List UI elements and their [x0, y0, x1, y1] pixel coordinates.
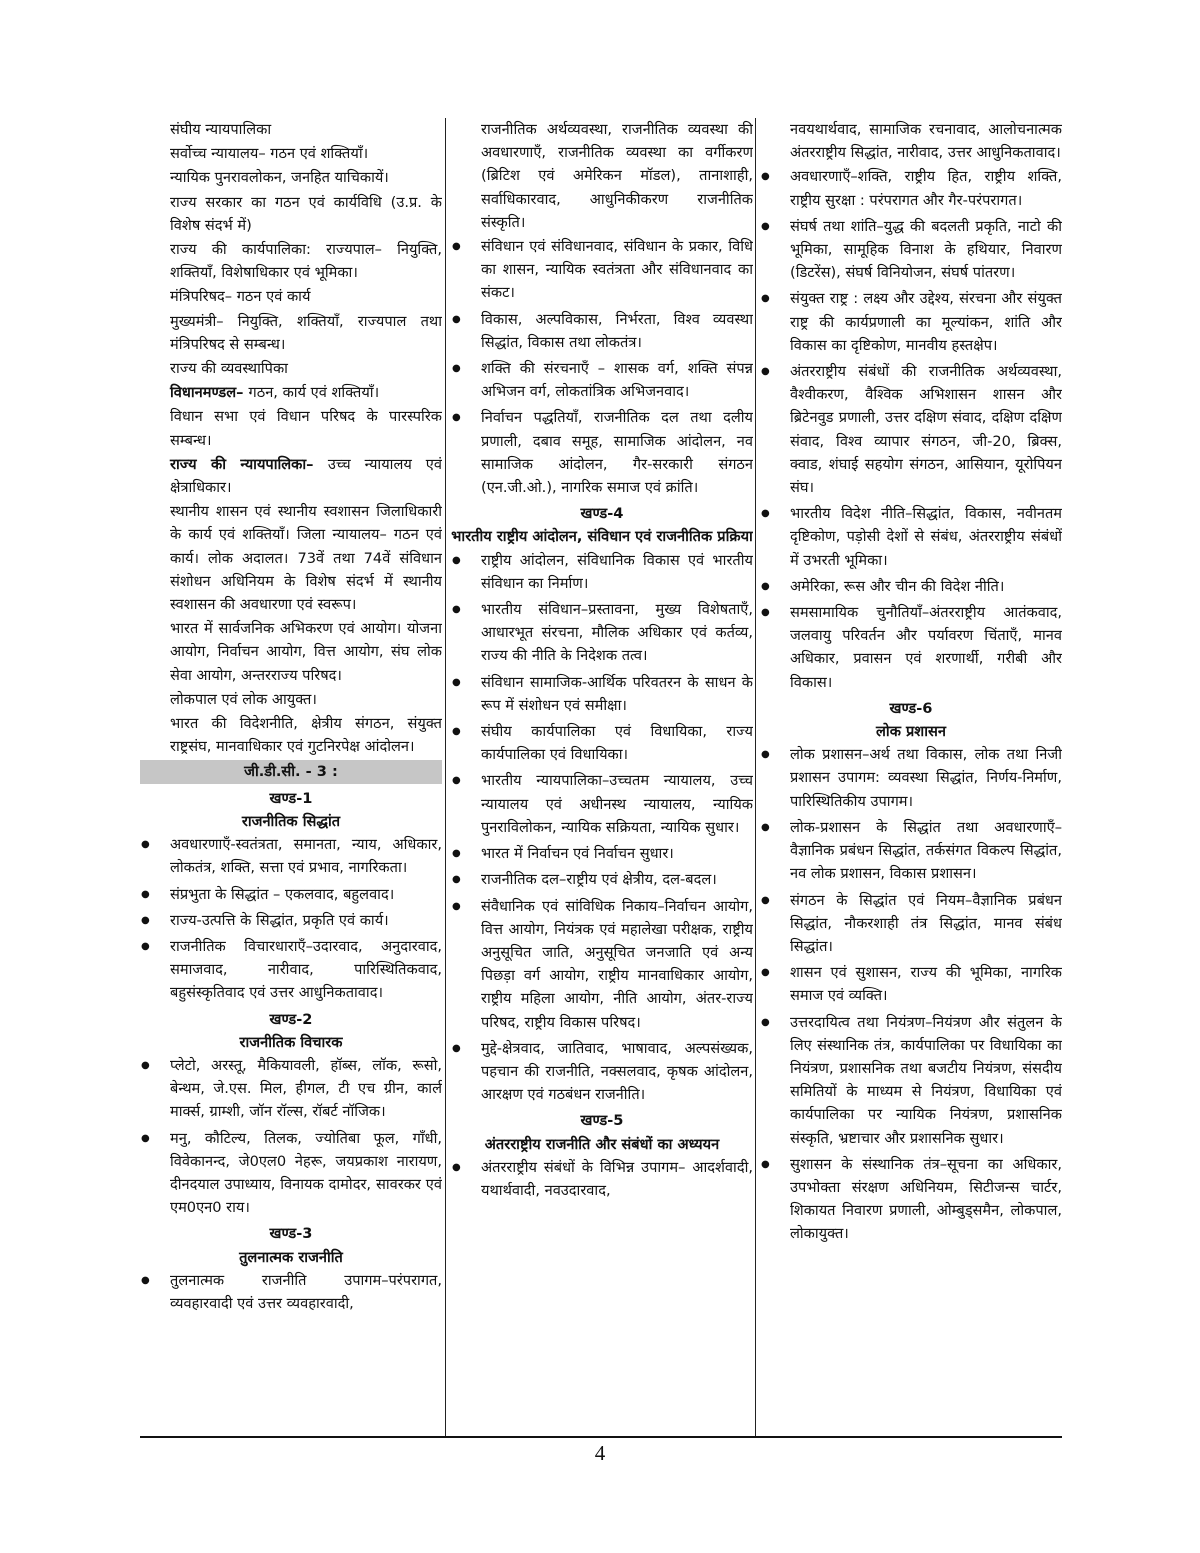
text-span: गठन, कार्य एवं शक्तियाँ।	[248, 384, 380, 402]
text-line	[140, 453, 442, 499]
bullet-item: ● शक्ति की संरचनाएँ – शासक वर्ग, शक्ति संपन्न अभिजन वर्ग, लोकतांत्रिक अभिजनवाद।	[451, 357, 753, 403]
text-line: राज्य सरकार का गठन एवं कार्यविधि (उ.प्र. के विशेष संदर्भ में)	[170, 193, 442, 234]
column-right	[760, 118, 1062, 1436]
column-divider	[755, 118, 756, 1436]
bullet-item: ● मुद्दे-क्षेत्रवाद, जातिवाद, भाषावाद, अल्पसंख्यक, पहचान की राजनीति, नक्सलवाद, कृषक आंदोलन, आरक्षण एवं गठबंधन राजनीति।	[451, 1037, 753, 1107]
column-middle	[451, 118, 753, 1436]
bullet-item: ● लोक प्रशासन–अर्थ तथा विकास, लोक तथा निजी प्रशासन उपागम: व्यवस्था सिद्धांत, निर्णय-निर्माण, पारिस्थितिकीय उपागम।	[760, 743, 1062, 813]
section-label: खण्ड-6	[889, 699, 933, 717]
bullet-item: ● शासन एवं सुशासन, राज्य की भूमिका, नागरिक समाज एवं व्यक्ति।	[760, 961, 1062, 1007]
bullet-item: ● अवधारणाएँ-स्वतंत्रता, समानता, न्याय, अधिकार, लोकतंत्र, शक्ति, सत्ता एवं प्रभाव, नागरिकता।	[140, 833, 442, 879]
bullet-item: ● संप्रभुता के सिद्धांत – एकलवाद, बहुलवाद।	[140, 883, 442, 906]
text-line: लोकपाल एवं लोक आयुक्त।	[170, 690, 317, 708]
text-line: राज्य की कार्यपालिका: राज्यपाल– नियुक्ति, शक्तियाँ, विशेषाधिकार एवं भूमिका।	[170, 241, 442, 282]
bold-term: राज्य की न्यायपालिका–	[170, 455, 328, 473]
text-line: भारत की विदेशनीति, क्षेत्रीय संगठन, संयुक्त राष्ट्रसंघ, मानवाधिकार एवं गुटनिरपेक्ष आंदोलन।	[170, 715, 442, 756]
section-title: लोक प्रशासन	[876, 723, 946, 741]
bold-term: विधानमण्डल–	[170, 384, 249, 402]
text-line: विधान सभा एवं विधान परिषद के पारस्परिक सम्बन्ध।	[170, 408, 442, 449]
text-line: स्थानीय शासन एवं स्थानीय स्वशासन जिलाधिकारी के कार्य एवं शक्तियाँ। जिला न्यायालय– गठन एवं कार्य। लोक अदालत। 73वें तथा 74वें संविधान संशोधन अधिनियम के विशेष संदर्भ में स्थानीय स्वशासन की अवधारणा एवं स्वरूप।	[170, 503, 442, 614]
section-title: भारतीय राष्ट्रीय आंदोलन, संविधान एवं राजनीतिक प्रक्रिया	[451, 528, 753, 546]
bullet-item: ● लोक-प्रशासन के सिद्धांत तथा अवधारणाएँ– वैज्ञानिक प्रबंधन सिद्धांत, तर्कसंगत विकल्प सिद्धांत, नव लोक प्रशासन, विकास प्रशासन।	[760, 816, 1062, 886]
text-line: संघीय न्यायपालिका	[170, 121, 272, 138]
text-line: न्यायिक पुनरावलोकन, जनहित याचिकायें।	[170, 169, 389, 187]
bullet-item: ● भारतीय न्यायपालिका–उच्चतम न्यायालय, उच्च न्यायालय एवं अधीनस्थ न्यायालय, न्यायिक पुनराविलोकन, न्यायिक सक्रियता, न्यायिक सुधार।	[451, 769, 753, 839]
bullet-item: ● मनु, कौटिल्य, तिलक, ज्योतिबा फूल, गाँधी, विवेकानन्द, जे0एल0 नेहरू, जयप्रकाश नारायण, दीनदयाल उपाध्याय, विनायक दामोदर, सावरकर एवं एम0एन0 राय।	[140, 1127, 442, 1220]
bullet-item: ● अंतरराष्ट्रीय संबंधों के विभिन्न उपागम– आदर्शवादी, यथार्थवादी, नवउदारवाद,	[451, 1156, 753, 1202]
section-title: राजनीतिक सिद्धांत	[241, 812, 341, 830]
section-label: खण्ड-5	[580, 1112, 624, 1130]
section-label: खण्ड-1	[269, 789, 313, 807]
text-line: मंत्रिपरिषद– गठन एवं कार्य	[170, 288, 311, 306]
bullet-item: ● अवधारणाएँ–शक्ति, राष्ट्रीय हित, राष्ट्रीय शक्ति, राष्ट्रीय सुरक्षा : परंपरागत और गैर-परंपरागत।	[760, 165, 1062, 211]
section-label: खण्ड-4	[580, 505, 624, 523]
text-line: राजनीतिक अर्थव्यवस्था, राजनीतिक व्यवस्था की अवधारणाएँ, राजनीतिक व्यवस्था का वर्गीकरण (ब्रिटिश एवं अमेरिकन मॉडल), तानाशाही, सर्वाधिकारवाद, आधुनिकीकरण राजनीतिक संस्कृति।	[481, 121, 753, 231]
bullet-item: ● राज्य-उत्पत्ति के सिद्धांत, प्रकृति एवं कार्य।	[140, 909, 442, 932]
bullet-item: ● भारतीय विदेश नीति–सिद्धांत, विकास, नवीनतम दृष्टिकोण, पड़ोसी देशों से संबंध, अंतरराष्ट्रीय संबंधों में उभरती भूमिका।	[760, 502, 1062, 572]
bullet-item: ● राजनीतिक विचारधाराएँ–उदारवाद, अनुदारवाद, समाजवाद, नारीवाद, पारिस्थितिकवाद, बहुसंस्कृतिवाद एवं उत्तर आधुनिकतावाद।	[140, 935, 442, 1005]
bullet-item: ● संयुक्त राष्ट्र : लक्ष्य और उद्देश्य, संरचना और संयुक्त राष्ट्र की कार्यप्रणाली का मूल्यांकन, शांति और विकास का दृष्टिकोण, मानवीय हस्तक्षेप।	[760, 287, 1062, 357]
bullet-item: ● राष्ट्रीय आंदोलन, संविधानिक विकास एवं भारतीय संविधान का निर्माण।	[451, 549, 753, 595]
footer-rule	[140, 1436, 1062, 1438]
bullet-item: ● भारत में निर्वाचन एवं निर्वाचन सुधार।	[451, 842, 753, 865]
bullet-item: ● निर्वाचन पद्धतियाँ, राजनीतिक दल तथा दलीय प्रणाली, दबाव समूह, सामाजिक आंदोलन, नव सामाजिक आंदोलन, गैर-सरकारी संगठन (एन.जी.ओ.), नागरिक समाज एवं क्रांति।	[451, 406, 753, 499]
text-line: मुख्यमंत्री– नियुक्ति, शक्तियाँ, राज्यपाल तथा मंत्रिपरिषद से सम्बन्ध।	[170, 312, 442, 353]
bullet-item: ● प्लेटो, अरस्तू, मैकियावली, हॉब्स, लॉक, रूसो, बेन्थम, जे.एस. मिल, हीगल, टी एच ग्रीन, कार्ल मार्क्स, ग्राम्शी, जॉन रॉल्स, रॉबर्ट नॉजिक।	[140, 1054, 442, 1124]
bullet-item: ● संविधान सामाजिक-आर्थिक परिवतरन के साधन के रूप में संशोधन एवं समीक्षा।	[451, 671, 753, 717]
bullet-item: ● भारतीय संविधान–प्रस्तावना, मुख्य विशेषताएँ, आधारभूत संरचना, मौलिक अधिकार एवं कर्तव्य, राज्य की नीति के निदेशक तत्व।	[451, 598, 753, 668]
bullet-item: ● अंतरराष्ट्रीय संबंधों की राजनीतिक अर्थव्यवस्था, वैश्वीकरण, वैश्विक अभिशासन शासन और ब्रिटेनवुड प्रणाली, उत्तर दक्षिण संवाद, दक्षिण दक्षिण संवाद, विश्व व्यापार संगठन, जी-20, ब्रिक्स, क्वाड, शंघाई सहयोग संगठन, आसियान, यूरोपियन संघ।	[760, 360, 1062, 499]
text-line: राज्य की व्यवस्थापिका	[170, 360, 288, 378]
text-line: सर्वोच्च न्यायालय– गठन एवं शक्तियाँ।	[170, 145, 369, 163]
bullet-item: ● संवैधानिक एवं सांविधिक निकाय–निर्वाचन आयोग, वित्त आयोग, नियंत्रक एवं महालेखा परीक्षक, राष्ट्रीय अनुसूचित जाति, अनुसूचित जनजाति एवं अन्य पिछड़ा वर्ग आयोग, राष्ट्रीय मानवाधिकार आयोग, राष्ट्रीय महिला आयोग, नीति आयोग, अंतर-राज्य परिषद, राष्ट्रीय विकास परिषद।	[451, 895, 753, 1034]
bullet-item: ● संविधान एवं संविधानवाद, संविधान के प्रकार, विधि का शासन, न्यायिक स्वतंत्रता और संविधानवाद का संकट।	[451, 235, 753, 305]
bullet-item: ● विकास, अल्पविकास, निर्भरता, विश्व व्यवस्था सिद्धांत, विकास तथा लोकतंत्र।	[451, 308, 753, 354]
bullet-item: ● संघर्ष तथा शांति–युद्ध की बदलती प्रकृति, नाटो की भूमिका, सामूहिक विनाश के हथियार, निवारण (डिटरेंस), संघर्ष विनियोजन, संघर्ष पांतरण।	[760, 215, 1062, 285]
section-label: खण्ड-3	[269, 1225, 313, 1243]
text-line: भारत में सार्वजनिक अभिकरण एवं आयोग। योजना आयोग, निर्वाचन आयोग, वित्त आयोग, संघ लोक सेवा आयोग, अन्तरराज्य परिषद।	[170, 620, 442, 684]
column-divider	[445, 118, 446, 1436]
bullet-item: ● अमेरिका, रूस और चीन की विदेश नीति।	[760, 575, 1062, 598]
text-line	[140, 381, 442, 404]
bullet-item: ● उत्तरदायित्व तथा नियंत्रण–नियंत्रण और संतुलन के लिए संस्थानिक तंत्र, कार्यपालिका पर विधायिका का नियंत्रण, प्रशासनिक तथा बजटीय नियंत्रण, संसदीय समितियों के माध्यम से नियंत्रण, विधायिका एवं कार्यपालिका पर न्यायिक नियंत्रण, प्रशासनिक संस्कृति, भ्रष्टाचार और प्रशासनिक सुधार।	[760, 1011, 1062, 1150]
section-title: तुलनात्मक राजनीति	[239, 1248, 343, 1266]
bullet-item: ● तुलनात्मक राजनीति उपागम–परंपरागत, व्यवहारवादी एवं उत्तर व्यवहारवादी,	[140, 1269, 442, 1315]
bullet-item: ● सुशासन के संस्थानिक तंत्र–सूचना का अधिकार, उपभोक्ता संरक्षण अधिनियम, सिटीजन्स चार्टर, शिकायत निवारण प्रणाली, ओम्बुड्समैन, लोकपाल, लोकायुक्त।	[760, 1153, 1062, 1246]
bullet-item: ● संघीय कार्यपालिका एवं विधायिका, राज्य कार्यपालिका एवं विधायिका।	[451, 720, 753, 766]
column-left	[140, 118, 442, 1436]
page-number: 4	[594, 1441, 606, 1465]
section-title: राजनीतिक विचारक	[239, 1033, 343, 1051]
bullet-item: ● राजनीतिक दल–राष्ट्रीय एवं क्षेत्रीय, दल-बदल।	[451, 868, 753, 891]
gdc-band: जी.डी.सी. - 3 :	[140, 760, 442, 783]
bullet-item: ● संगठन के सिद्धांत एवं नियम–वैज्ञानिक प्रबंधन सिद्धांत, नौकरशाही तंत्र सिद्धांत, मानव संबंध सिद्धांत।	[760, 889, 1062, 959]
bullet-item: ● समसामायिक चुनौतियाँ–अंतरराष्ट्रीय आतंकवाद, जलवायु परिवर्तन और पर्यावरण चिंताएँ, मानव अधिकार, प्रवासन एवं शरणार्थी, गरीबी और विकास।	[760, 601, 1062, 694]
section-title: अंतरराष्ट्रीय राजनीति और संबंधों का अध्ययन	[484, 1135, 720, 1153]
text-line: नवयथार्थवाद, सामाजिक रचनावाद, आलोचनात्मक अंतरराष्ट्रीय सिद्धांत, नारीवाद, उत्तर आधुनिकतावाद।	[790, 121, 1062, 162]
text-span: उच्च न्यायालय एवं क्षेत्राधिकार।	[170, 455, 442, 497]
section-label: खण्ड-2	[269, 1010, 313, 1028]
